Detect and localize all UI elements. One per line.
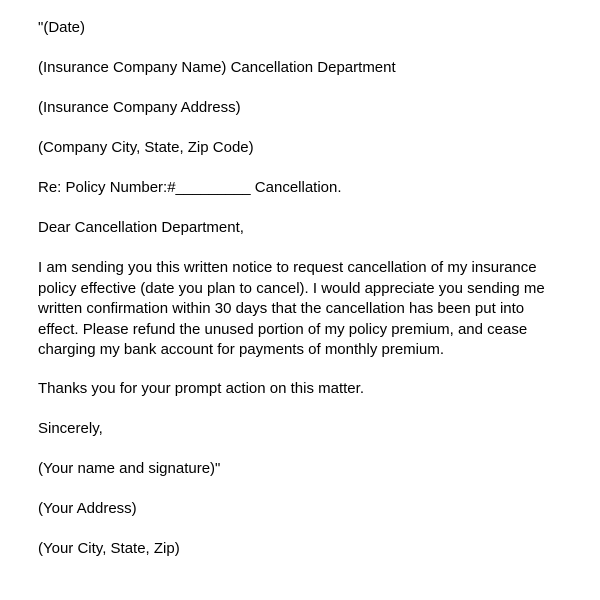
body-line: charging my bank account for payments of monthly premium. [38, 341, 445, 358]
salutation: Dear Cancellation Department, [38, 219, 244, 236]
recipient-address: (Insurance Company Address) [38, 99, 241, 116]
body-paragraph [38, 258, 578, 361]
body-line: written confirmation within 30 days that the cancellation has been put into [38, 300, 525, 317]
closing: Sincerely, [38, 419, 103, 437]
body-line: policy effective (date you plan to cancel). I would appreciate you sending me [38, 279, 545, 297]
sender-city-state-zip: (Your City, State, Zip) [38, 539, 180, 557]
thanks-line: Thanks you for your prompt action on this matter. [38, 379, 364, 397]
sender-address: (Your Address) [38, 499, 137, 517]
signature-line: (Your name and signature)" [38, 459, 221, 477]
date-line: "(Date) [38, 19, 85, 36]
letter [38, 18, 578, 579]
re-line: Re: Policy Number:#_________ Cancellation. [38, 179, 342, 196]
body-line: I am sending you this written notice to request cancellation of my insurance [38, 259, 537, 276]
recipient-line: (Insurance Company Name) Cancellation Department [38, 59, 396, 76]
recipient-city-state-zip: (Company City, State, Zip Code) [38, 139, 254, 156]
body-line: effect. Please refund the unused portion of my policy premium, and cease [38, 320, 528, 338]
